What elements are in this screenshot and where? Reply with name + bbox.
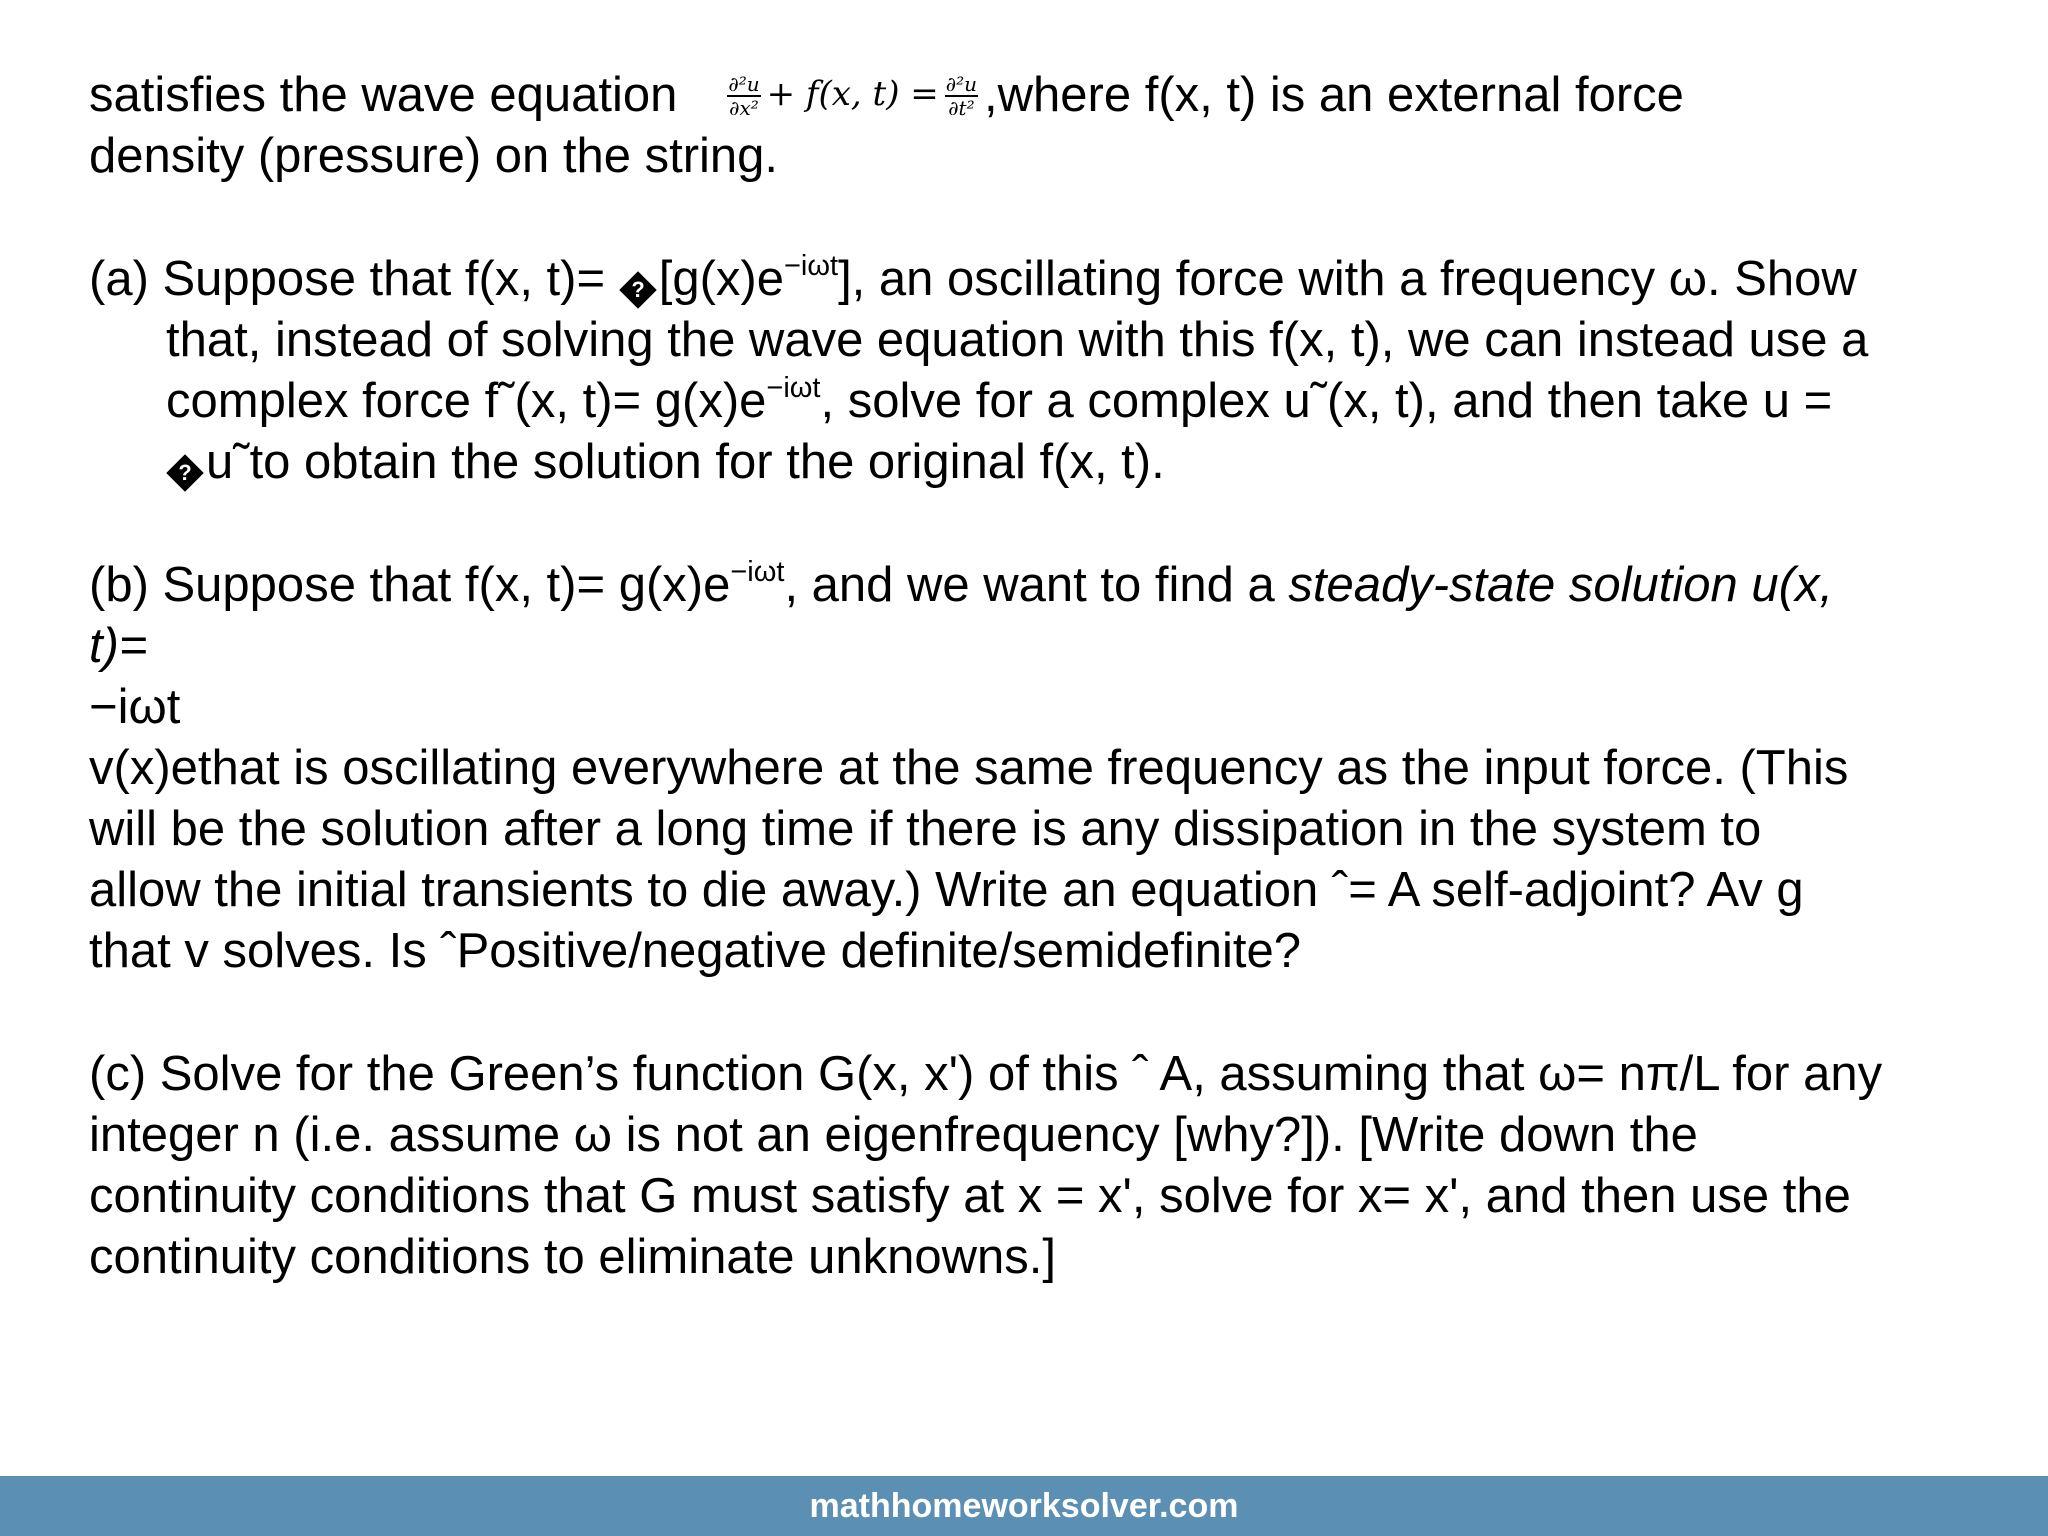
part-b-line-6: allow the initial transients to die away.) Write an equation ˆ= A self-adjoint? Av g <box>89 863 1804 917</box>
fraction-d2u-dt2: $\frac{\text{∂²u}}{\text{∂t²}}$ <box>945 72 978 121</box>
part-c-line-1: (c) Solve for the Green’s function G(x, x') of this ˆ A, assuming that ω= nπ/L for any <box>89 1047 1883 1101</box>
intro-line-1 <box>89 65 1684 128</box>
intro-text-post: ,where f(x, t) is an external force <box>984 68 1684 122</box>
footer-banner <box>0 1476 2048 1536</box>
part-c-line-4: continuity conditions to eliminate unknowns.] <box>89 1230 1056 1284</box>
exponent: −iωt <box>766 372 821 404</box>
part-b-line-7: that v solves. Is ˆPositive/negative definite/semidefinite? <box>89 924 1302 978</box>
footer-site-name[interactable]: mathhomeworksolver.com <box>809 1487 1239 1525</box>
part-b-line-5: will be the solution after a long time if there is any dissipation in the system to <box>89 802 1762 856</box>
part-a-line-3: complex force f˜(x, $t)= g(x)e^{-i\omega t}$, solve for a complex u˜(x, t), and then take u = <box>166 372 1833 428</box>
wave-equation <box>727 64 978 124</box>
part-c-line-2: integer n (i.e. assume ω is not an eigenfrequency [why?]). [Write down the <box>89 1108 1698 1162</box>
exponent: −iωt <box>730 556 785 588</box>
replacement-glyph-icon: ? <box>619 271 657 309</box>
part-b-line-1: (b) Suppose that f(x, $t)= g(x)e^{-i\omega t}$, and we want to find a steady-state solution u(x, <box>89 556 1834 612</box>
fraction-d2u-dx2: $\frac{\text{∂²u}}{\text{∂x²}}$ <box>728 72 760 121</box>
exponent: −iωt <box>783 250 839 282</box>
part-a-line-1: (a) Suppose that f(x, t)= ? $[g(x)e^{-i\omega t}]$, an oscillating force with a frequency ω. Show <box>89 249 1857 309</box>
part-b-line-3: −iωt <box>89 680 181 734</box>
equation-middle: + f(x, t) = <box>766 74 939 115</box>
part-a-line-4: ? u˜to obtain the solution for the original f(x, t). <box>166 432 1165 492</box>
replacement-glyph-icon: ? <box>166 454 204 492</box>
part-a-line-2: that, instead of solving the wave equation with this f(x, t), we can instead use a <box>166 313 1869 367</box>
part-b-line-2: t)= <box>89 619 148 673</box>
intro-text-pre: satisfies the wave equation <box>89 68 678 122</box>
part-c-line-3: continuity conditions that G must satisfy at x = x', solve for x= x', and then use the <box>89 1169 1851 1223</box>
intro-line-2: density (pressure) on the string. <box>89 129 779 183</box>
part-b-line-4: v(x)ethat is oscillating everywhere at the same frequency as the input force. (This <box>89 741 1849 795</box>
